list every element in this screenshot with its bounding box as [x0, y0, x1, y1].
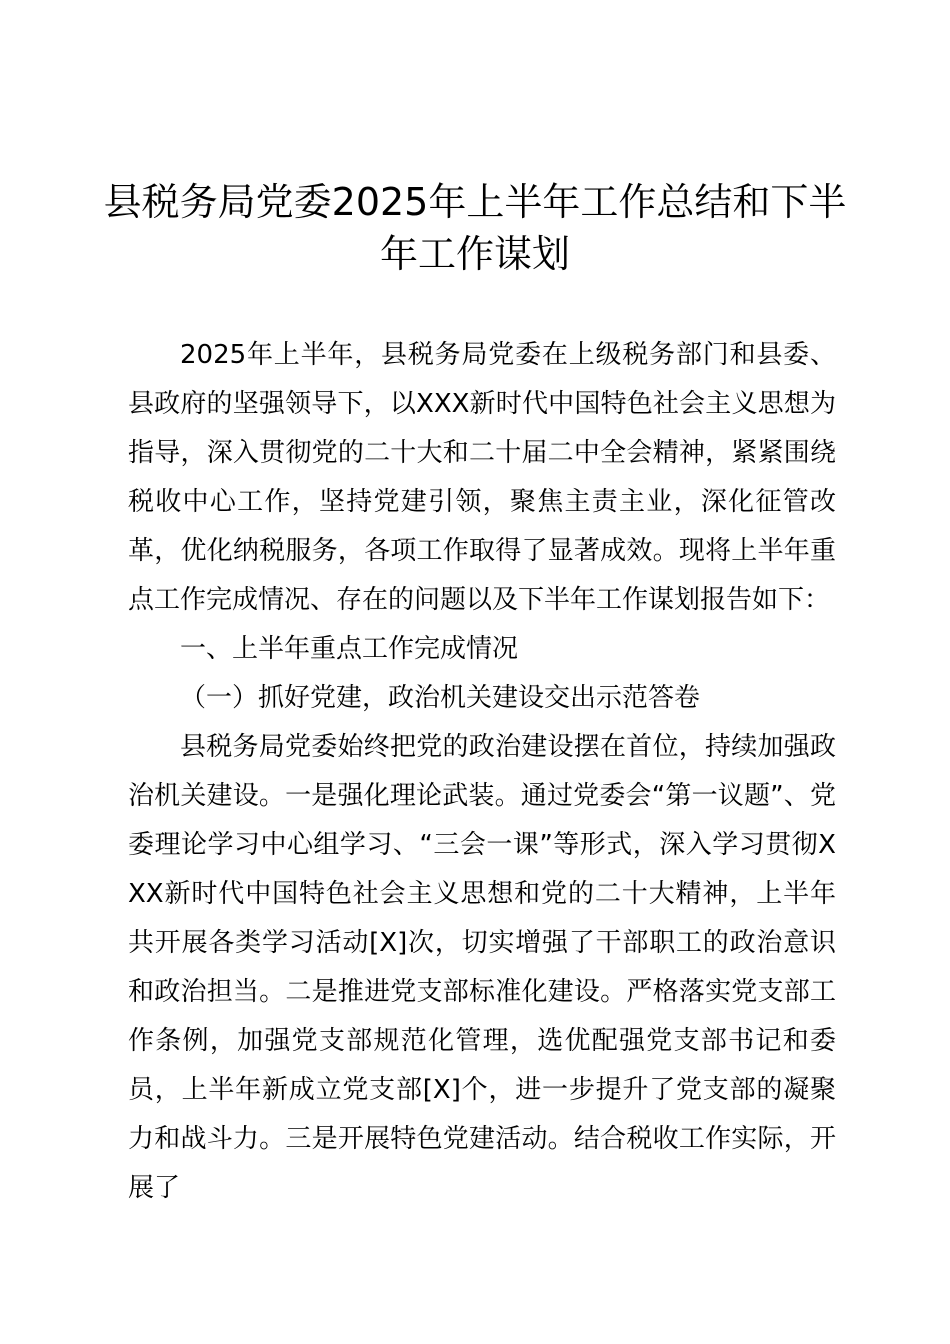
document-body [128, 331, 836, 1213]
title-line-2: 年工作谋划 [379, 232, 570, 276]
subsection-paragraph-1: 县税务局党委始终把党的政治建设摆在首位，持续加强政治机关建设。一是强化理论武装。通过党委会“第一议题”、党委理论学习中心组学习、“三会一课”等形式，深入学习贯彻XXX新时代中国特色社会主义思想和党的二十大精神，上半年共开展各类学习活动[X]次，切实增强了干部职工的政治意识和政治担当。二是推进党支部标准化建设。严格落实党支部工作条例，加强党支部规范化管理，选优配强党支部书记和委员，上半年新成立党支部[X]个，进一步提升了党支部的凝聚力和战斗力。三是开展特色党建活动。结合税收工作实际，开展了 [128, 732, 836, 1203]
section-heading-1: 一、上半年重点工作完成情况 [180, 634, 519, 664]
intro-paragraph: 2025年上半年，县税务局党委在上级税务部门和县委、县政府的坚强领导下，以XXX新时代中国特色社会主义思想为指导，深入贯彻党的二十大和二十届二中全会精神，紧紧围绕税收中心工作，坚持党建引领，聚焦主责主业，深化征管改革，优化纳税服务，各项工作取得了显著成效。现将上半年重点工作完成情况、存在的问题以及下半年工作谋划报告如下： [128, 340, 836, 615]
document-title [0, 176, 950, 280]
title-line-1: 县税务局党委2025年上半年工作总结和下半 [103, 180, 847, 224]
subsection-heading-1: （一）抓好党建，政治机关建设交出示范答卷 [180, 683, 701, 713]
